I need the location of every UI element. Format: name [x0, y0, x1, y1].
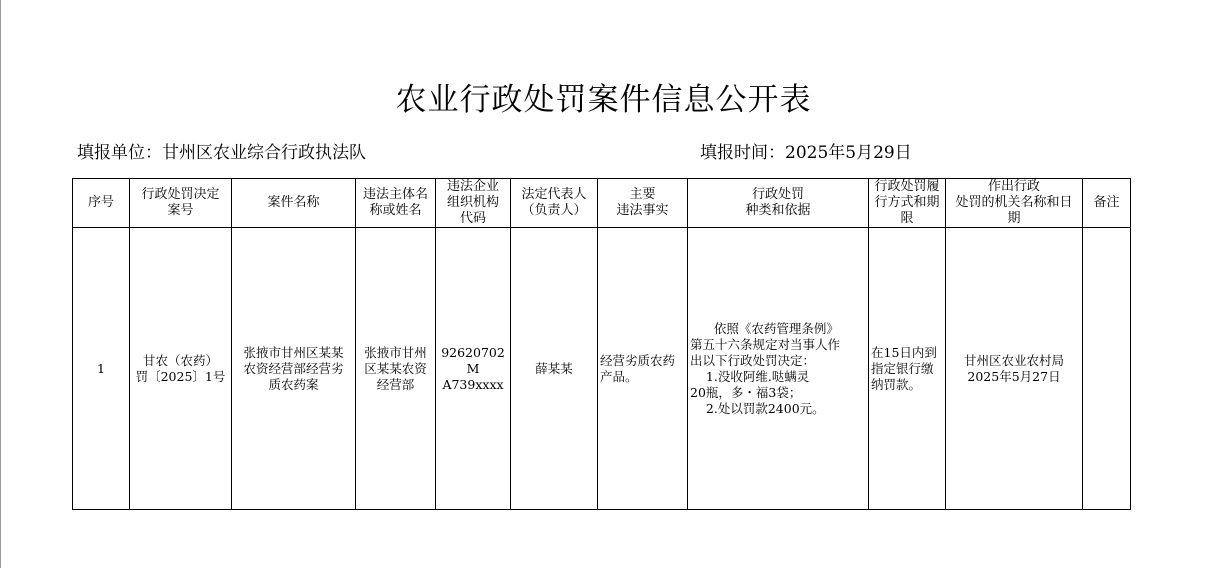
cell-facts: 经营劣质农药 产品。 — [598, 228, 688, 510]
report-unit: 填报单位：甘州区农业综合行政执法队 — [77, 143, 366, 163]
header-decision-number: 行政处罚决定 案号 — [130, 179, 232, 228]
header-org-code: 违法企业 组织机构 代码 — [436, 179, 511, 228]
table-row — [73, 228, 1131, 510]
header-facts: 主要 违法事实 — [598, 179, 688, 228]
header-case-name: 案件名称 — [232, 179, 356, 228]
cell-case-name: 张掖市甘州区某某 农资经营部经营劣 质农药案 — [232, 228, 356, 510]
header-authority-date: 作出行政 处罚的机关名称和日 期 — [946, 179, 1083, 228]
header-remarks: 备注 — [1083, 179, 1131, 228]
header-serial: 序号 — [73, 179, 130, 228]
cell-penalty-basis: 依照《农药管理条例》 第五十六条规定对当事人作 出以下行政处罚决定： 1.没收阿维.哒螨灵 20瓶，多・福3袋； 2.处以罚款2400元。 — [688, 228, 869, 510]
cell-decision-number: 甘农（农药） 罚〔2025〕1号 — [130, 228, 232, 510]
cell-org-code: 92620702M A739xxxx — [436, 228, 511, 510]
report-date: 填报时间：2025年5月29日 — [700, 143, 912, 163]
header-execution-terms: 行政处罚履 行方式和期 限 — [869, 179, 946, 228]
table-header-row — [73, 179, 1131, 228]
cell-violator-name: 张掖市甘州 区某某农资 经营部 — [356, 228, 436, 510]
header-penalty-basis: 行政处罚 种类和依据 — [688, 179, 869, 228]
case-table — [72, 178, 1131, 510]
page-title: 农业行政处罚案件信息公开表 — [395, 82, 812, 118]
cell-serial: 1 — [73, 228, 130, 510]
header-legal-rep: 法定代表人 （负责人） — [511, 179, 598, 228]
header-violator-name: 违法主体名 称或姓名 — [356, 179, 436, 228]
cell-legal-rep: 薛某某 — [511, 228, 598, 510]
cell-authority-date: 甘州区农业农村局 2025年5月27日 — [946, 228, 1083, 510]
cell-execution-terms: 在15日内到 指定银行缴 纳罚款。 — [869, 228, 946, 510]
cell-remarks — [1083, 228, 1131, 510]
